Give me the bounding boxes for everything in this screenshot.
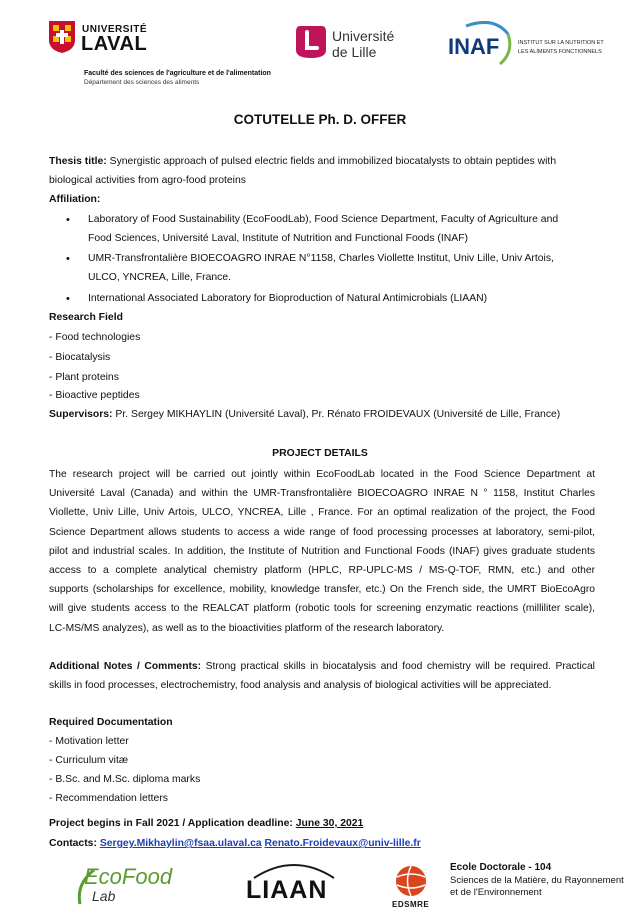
bullet-icon: • (66, 253, 70, 265)
project-description (49, 465, 595, 638)
lille-line1: Université (332, 28, 395, 44)
edsmre-line3: et de l'Environnement (450, 887, 542, 898)
edsmre-line2: Sciences de la Matière, du Rayonnement (450, 875, 624, 886)
project-line: The research project will be carried out jointly within EcoFoodLab located in the Food Science Department at (49, 469, 595, 480)
lille-line2: de Lille (332, 44, 377, 60)
department-name: Département des sciences des aliments (84, 79, 200, 86)
project-heading: PROJECT DETAILS (272, 448, 368, 459)
research-item: - Plant proteins (49, 372, 119, 383)
affiliation-item-line: Laboratory of Food Sustainability (EcoFoodLab), Food Science Department, Faculty of Agriculture and (88, 214, 559, 225)
affiliation-item-line: International Associated Laboratory for Bioproduction of Natural Antimicrobials (LIAAN) (88, 293, 488, 304)
research-item: - Biocatalysis (49, 352, 111, 363)
project-line: LC-MS/MS analyzes), as well as to the bioactivities platform of the research laboratory. (49, 622, 445, 634)
lille-emblem-icon (296, 26, 326, 58)
contacts-line (49, 838, 421, 849)
research-item: - Bioactive peptides (49, 390, 140, 401)
contact-email-link[interactable]: Renato.Froidevaux@univ-lille.fr (264, 838, 421, 849)
inaf-logo (446, 20, 604, 70)
project-line: Science Department allows students to access a wide range of food processing processes at laboratory, semi-pilot, (49, 526, 595, 538)
project-line: supports (scholarships for excellence, mobility, knowledge transfer, etc.) On the French side, the UMRT BioEcoAgro (49, 584, 595, 596)
bullet-icon: • (66, 214, 70, 226)
contacts-label: Contacts: (49, 838, 97, 849)
affiliation-item (88, 249, 588, 287)
edsmre-logo (392, 862, 622, 910)
ulaval-shield-icon (48, 20, 76, 54)
notes-label: Additional Notes / Comments: (49, 661, 202, 672)
documentation-item: - Recommendation letters (49, 793, 168, 804)
ecofoodlab-logo (72, 864, 187, 906)
edsmre-abbr: EDSMRE (392, 900, 430, 909)
documentation-item: - Curriculum vitæ (49, 755, 129, 766)
supervisors-text: Pr. Sergey MIKHAYLIN (Université Laval), Pr. Rénato FROIDEVAUX (Université de Lille, France) (115, 409, 561, 420)
thesis-line2: biological activities from agro-food proteins (49, 175, 246, 186)
ecofood-wordmark: EcoFood (84, 864, 173, 889)
bullet-icon: • (66, 293, 70, 305)
thesis-title-text: Synergistic approach of pulsed electric fields and immobilized biocatalysts to obtain peptides with (109, 156, 557, 167)
page-title: COTUTELLE Ph. D. OFFER (233, 112, 407, 127)
project-line: Université Laval (Canada) and within the UMR-Transfrontalière BIOECOAGRO INRAE N ° 1158, Institut Charles (49, 488, 595, 500)
affiliation-item (88, 210, 588, 248)
thesis-label: Thesis title: (49, 156, 107, 167)
notes-line: skills in food processes, electrochemistry, food analysis and analysis of biological activities will be appreciated. (49, 680, 552, 692)
inaf-line1: INSTITUT SUR LA NUTRITION ET (518, 40, 604, 46)
inaf-line2: LES ALIMENTS FONCTIONNELS (518, 49, 602, 55)
deadline-label: Project begins in Fall 2021 / Application deadline: (49, 818, 293, 829)
supervisors-label: Supervisors: (49, 409, 113, 420)
deadline-line (49, 818, 363, 829)
project-line: Viollette, Univ Lille, Univ Artois, ULCO, YNCREA, Lille , France. For an optimal realization of the project, the Food (49, 507, 595, 519)
ulaval-wordmark-bottom: LAVAL (81, 33, 148, 55)
notes-text: Strong practical skills in biocatalysis and food chemistry will be required. Practical (205, 661, 595, 672)
liaan-wordmark: LIAAN (246, 876, 328, 904)
liaan-logo (244, 860, 344, 908)
affiliation-item-line: Food Sciences, Université Laval, Institute of Nutrition and Functional Foods (INAF) (88, 233, 469, 245)
inaf-name: INAF (448, 34, 500, 59)
ecofood-lab: Lab (92, 888, 116, 904)
affiliation-item (88, 289, 588, 308)
project-line: pilot and industrial scales. In addition, the Institute of Nutrition and Functional Foods (INAF) gives graduate students (49, 545, 595, 557)
documentation-item: - Motivation letter (49, 736, 129, 747)
research-item: - Food technologies (49, 332, 141, 343)
additional-notes (49, 657, 595, 695)
ulaval-wordmark-top: UNIVERSITÉ (82, 24, 148, 35)
supervisors-line (49, 409, 560, 420)
project-line: access to a complete analytical chemistry platform (HPLC, RP-UPLC-MS / MS-Q-TOF, RMN, etc.) and other (49, 565, 595, 577)
faculty-name: Faculté des sciences de l'agriculture et de l'alimentation (84, 70, 271, 77)
lille-logo (296, 26, 406, 66)
affiliation-item-line: ULCO, YNCREA, Lille, France. (88, 272, 232, 284)
deadline-date: June 30, 2021 (295, 818, 364, 829)
notes-line (49, 657, 595, 676)
edsmre-line1: Ecole Doctorale - 104 (450, 862, 552, 873)
ulaval-logo (48, 20, 158, 62)
contact-email-link[interactable]: Sergey.Mikhaylin@fsaa.ulaval.ca (99, 838, 262, 849)
affiliation-label: Affiliation: (49, 194, 101, 205)
research-field-label: Research Field (49, 312, 123, 323)
thesis-line1 (49, 156, 556, 167)
edsmre-sphere-icon (394, 864, 428, 898)
documentation-label: Required Documentation (49, 717, 173, 728)
documentation-item: - B.Sc. and M.Sc. diploma marks (49, 774, 201, 785)
affiliation-item-line: UMR-Transfrontalière BIOECOAGRO INRAE N°1158, Charles Viollette Institut, Univ Lille, Univ Artois, (88, 253, 554, 264)
project-line: will give students access to the REALCAT platform (robotic tools for screening enzymatic reactions (milliliter scale), (49, 603, 595, 615)
